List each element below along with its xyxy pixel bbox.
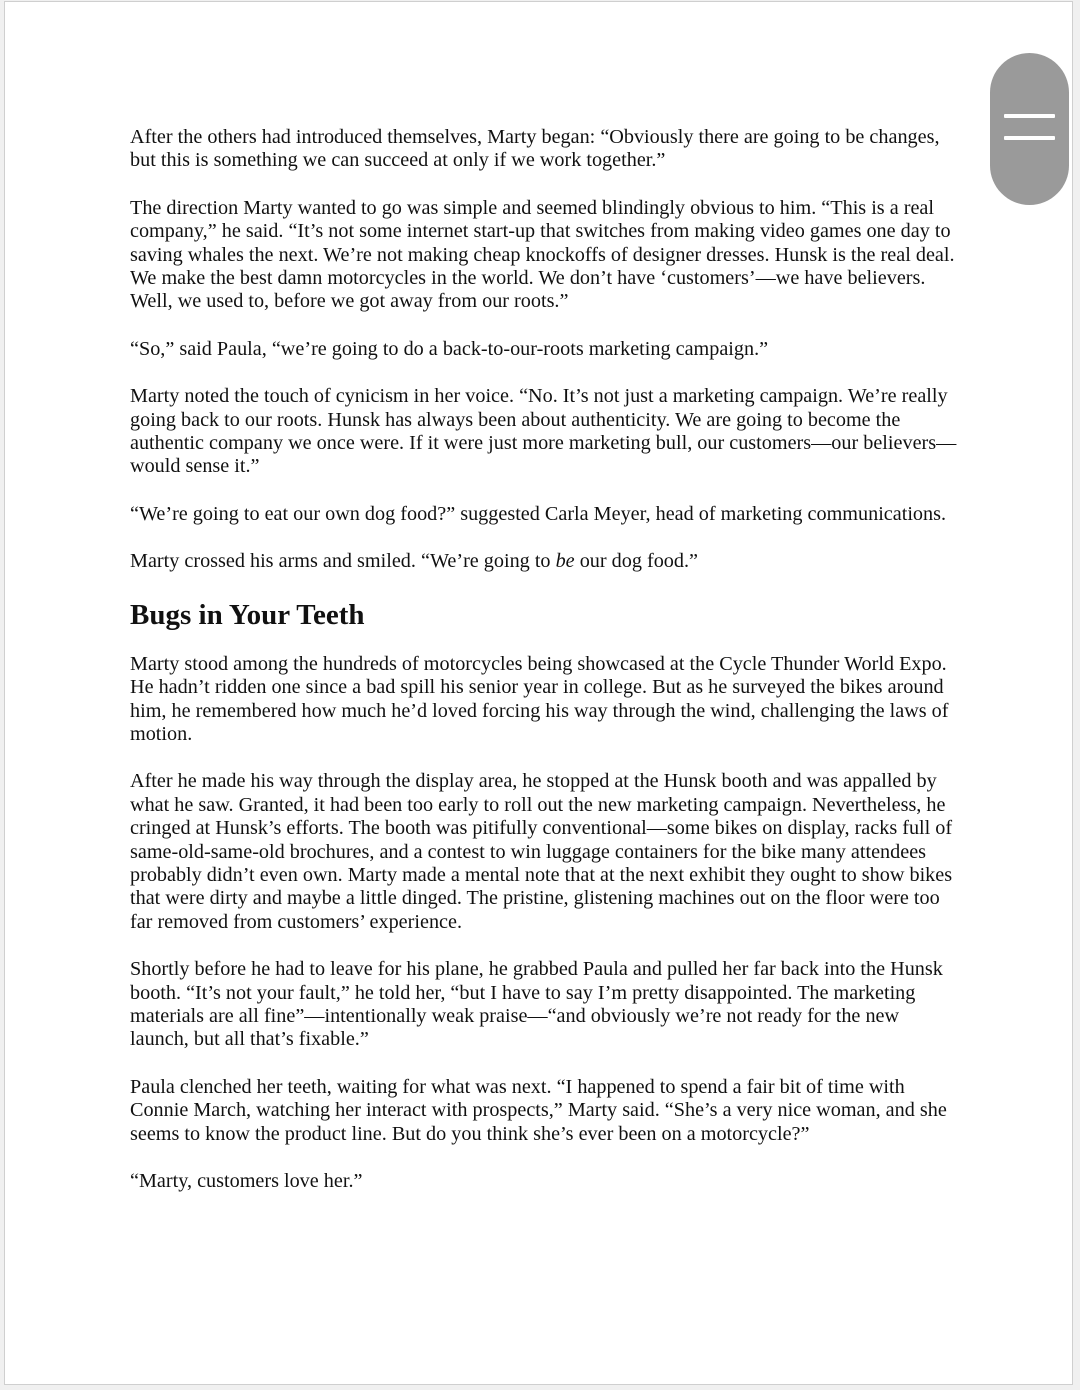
- document-page: [4, 1, 1073, 1385]
- paragraph: “We’re going to eat our own dog food?” suggested Carla Meyer, head of marketing communications.: [130, 502, 947, 525]
- paragraph: Marty stood among the hundreds of motorcycles being showcased at the Cycle Thunder World Expo. He hadn’t ridden one since a bad spill his senior year in college. But as he surveyed the bikes around him, he remembered how much he’d loved forcing his way through the wind, challenging the laws of motion.: [130, 652, 949, 745]
- paragraph: [130, 550, 960, 573]
- document-body: [130, 126, 960, 1217]
- paragraph: Paula clenched her teeth, waiting for what was next. “I happened to spend a fair bit of time with Connie March, watching her interact with prospects,” Marty said. “She’s a very nice woman, and she seems to know the product line. But do you think she’s ever been on a motorcycle?”: [130, 1075, 947, 1145]
- paragraph: Marty noted the touch of cynicism in her voice. “No. It’s not just a marketing campaign. We’re really going back to our roots. Hunsk has always been about authenticity. We are going to become the authentic company we once were. If it were just more marketing bull, our customers—our believers—would sense it.”: [130, 385, 957, 478]
- section-heading: Bugs in Your Teeth: [130, 598, 365, 631]
- menu-bar: [1004, 136, 1055, 140]
- menu-bar: [1004, 114, 1055, 118]
- text-run: our dog food.”: [574, 550, 698, 573]
- paragraph: Shortly before he had to leave for his plane, he grabbed Paula and pulled her far back into the Hunsk booth. “It’s not your fault,” he told her, “but I have to say I’m pretty disappointed. The marketing materials are all fine”—intentionally weak praise—“and obviously we’re not ready for the new launch, but all that’s fixable.”: [130, 958, 943, 1051]
- menu-handle-button[interactable]: [990, 53, 1069, 205]
- paragraph: “Marty, customers love her.”: [130, 1170, 363, 1192]
- paragraph: “So,” said Paula, “we’re going to do a back-to-our-roots marketing campaign.”: [130, 337, 769, 360]
- text-run: Marty crossed his arms and smiled. “We’re going to: [130, 550, 556, 573]
- paragraph: After he made his way through the display area, he stopped at the Hunsk booth and was appalled by what he saw. Granted, it had been too early to roll out the new marketing campaign. Nevertheless, he cringed at Hunsk’s efforts. The booth was pitifully conventional—some bikes on display, racks full of same-old-same-old brochures, and a contest to win luggage containers for the bike many attendees probably didn’t even own. Marty made a mental note that at the next exhibit they ought to show bikes that were dirty and maybe a little dinged. The pristine, glistening machines out on the floor were too far removed from customers’ experience.: [130, 770, 953, 933]
- paragraph: After the others had introduced themselves, Marty began: “Obviously there are going to be changes, but this is something we can succeed at only if we work together.”: [130, 126, 940, 172]
- paragraph: The direction Marty wanted to go was simple and seemed blindingly obvious to him. “This is a real company,” he said. “It’s not some internet start-up that switches from making video games one day to saving whales the next. We’re not making cheap knockoffs of designer dresses. Hunsk is the real deal. We make the best damn motorcycles in the world. We don’t have ‘customers’—we have believers. Well, we used to, before we got away from our roots.”: [130, 196, 955, 313]
- emphasis-text: be: [555, 550, 575, 573]
